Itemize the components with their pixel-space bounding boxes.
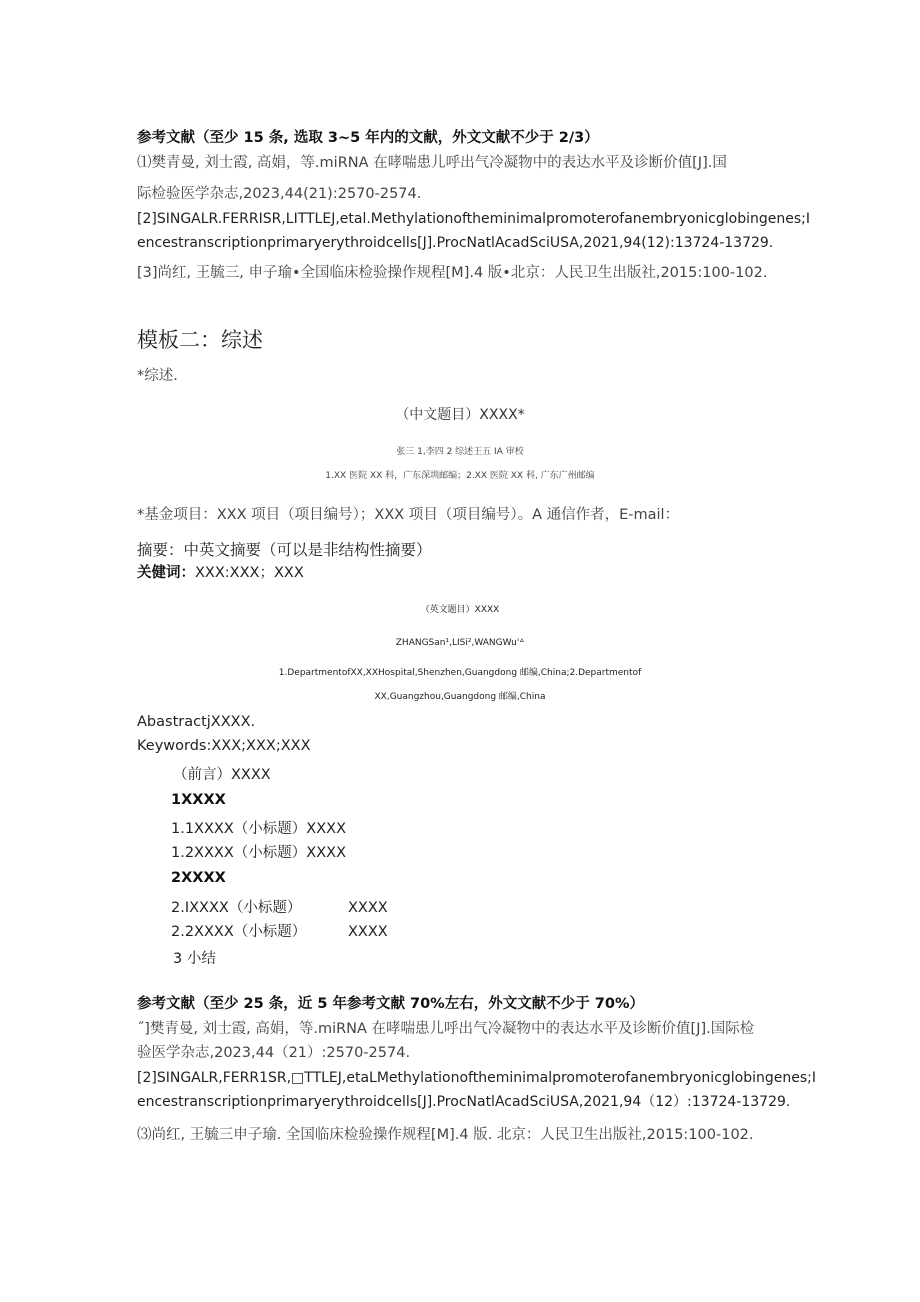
keywords-label: 关健词： [137,565,195,581]
reference-item: 际检验医学杂志,2023,44(21):2570-2574. [137,186,422,202]
english-authors: ZHANGSan¹,LISi²,WANGWu'ᐞ [395,638,525,648]
reference-item: [2]SINGALR,FERR1SR,□TTLEJ,etaLMethylationoftheminimalpromoterofanembryonicglobingenes;I [137,1070,817,1086]
english-title: （英文题目）XXXX [420,605,500,615]
subsection-1-2: 1.2XXXX（小标题）XXXX [171,845,347,861]
reference-item: encestranscriptionprimaryerythroidcells[J].ProcNatlAcadSciUSA,2021,94（12）:13724-13729. [137,1094,791,1110]
subsection-2-1-title: 2.IXXXX（小标题） [171,900,302,916]
reference-item: ⑶尚红, 王毓三申子瑜. 全国临床检验操作规程[M].4 版. 北京：人民卫生出版社,2015:100-102. [137,1127,754,1143]
chinese-authors: 张三 1,李四 2 综述王五 IA 审校 [396,447,524,457]
chinese-title: （中文题目）XXXX* [395,407,525,423]
reference-item: encestranscriptionprimaryerythroidcells[J].ProcNatlAcadSciUSA,2021,94(12):13724-13729. [137,235,774,251]
chinese-abstract: 摘要：中英文摘要（可以是非结构性摘要） [137,541,432,559]
subsection-1-1: 1.1XXXX（小标题）XXXX [171,821,347,837]
english-abstract: AbastractjXXXX. [137,714,256,730]
english-keywords: Keywords:XXX;XXX;XXX [137,738,311,754]
references-heading-1: 参考文献（至少 15 条, 选取 3~5 年内的文献，外文文献不少于 2/3） [137,130,599,146]
section-2-heading: 2XXXX [171,870,226,886]
chinese-affiliations: 1.XX 医院 XX 科，广东深圳邮编；2.XX 医院 XX 科, 广东广州邮编 [325,471,595,481]
reference-item: [2]SINGALR.FERRISR,LITTLEJ,etal.Methylationoftheminimalpromoterofanembryonicglobingenes;I [137,211,810,227]
section-3-summary: 3 小结 [173,951,216,967]
preface: （前言）XXXX [173,767,271,783]
english-affiliations-line-2: XX,Guangzhou,Guangdong 邮编,China [374,692,546,702]
subsection-2-1-content: XXXX [348,900,388,916]
fund-note: *基金项目：XXX 项目（项目编号）；XXX 项目（项目编号）。A 通信作者，E-mail： [137,507,680,523]
reference-item: ˝]樊青曼, 刘士霞, 高娟，等.miRNA 在哮喘患儿呼出气冷凝物中的表达水平及诊断价值[J].国际检 [137,1021,755,1037]
chinese-keywords [137,563,304,583]
english-affiliations-line-1: 1.DepartmentofXX,XXHospital,Shenzhen,Guangdong 邮编,China;2.Departmentof [278,668,642,678]
section-heading-template-2: 模板二：综述 [137,328,263,352]
references-heading-2: 参考文献（至少 25 条，近 5 年参考文献 70%左右，外文文献不少于 70%） [137,996,644,1012]
keywords-value: XXX:XXX；XXX [195,565,304,581]
subsection-2-2-content: XXXX [348,924,388,940]
section-1-heading: 1XXXX [171,792,226,808]
reference-item: ⑴樊青曼, 刘士霞, 高娟，等.miRNA 在哮喘患儿呼出气冷凝物中的表达水平及诊断价值[J].国 [137,155,727,171]
subsection-2-2-title: 2.2XXXX（小标题） [171,924,307,940]
reference-item: [3]尚红, 王毓三, 申子瑜•全国临床检验操作规程[M].4 版•北京：人民卫生出版社,2015:100-102. [137,265,768,281]
reference-item: 验医学杂志,2023,44（21）:2570-2574. [137,1045,411,1061]
article-type-tag: *综述. [137,368,178,384]
